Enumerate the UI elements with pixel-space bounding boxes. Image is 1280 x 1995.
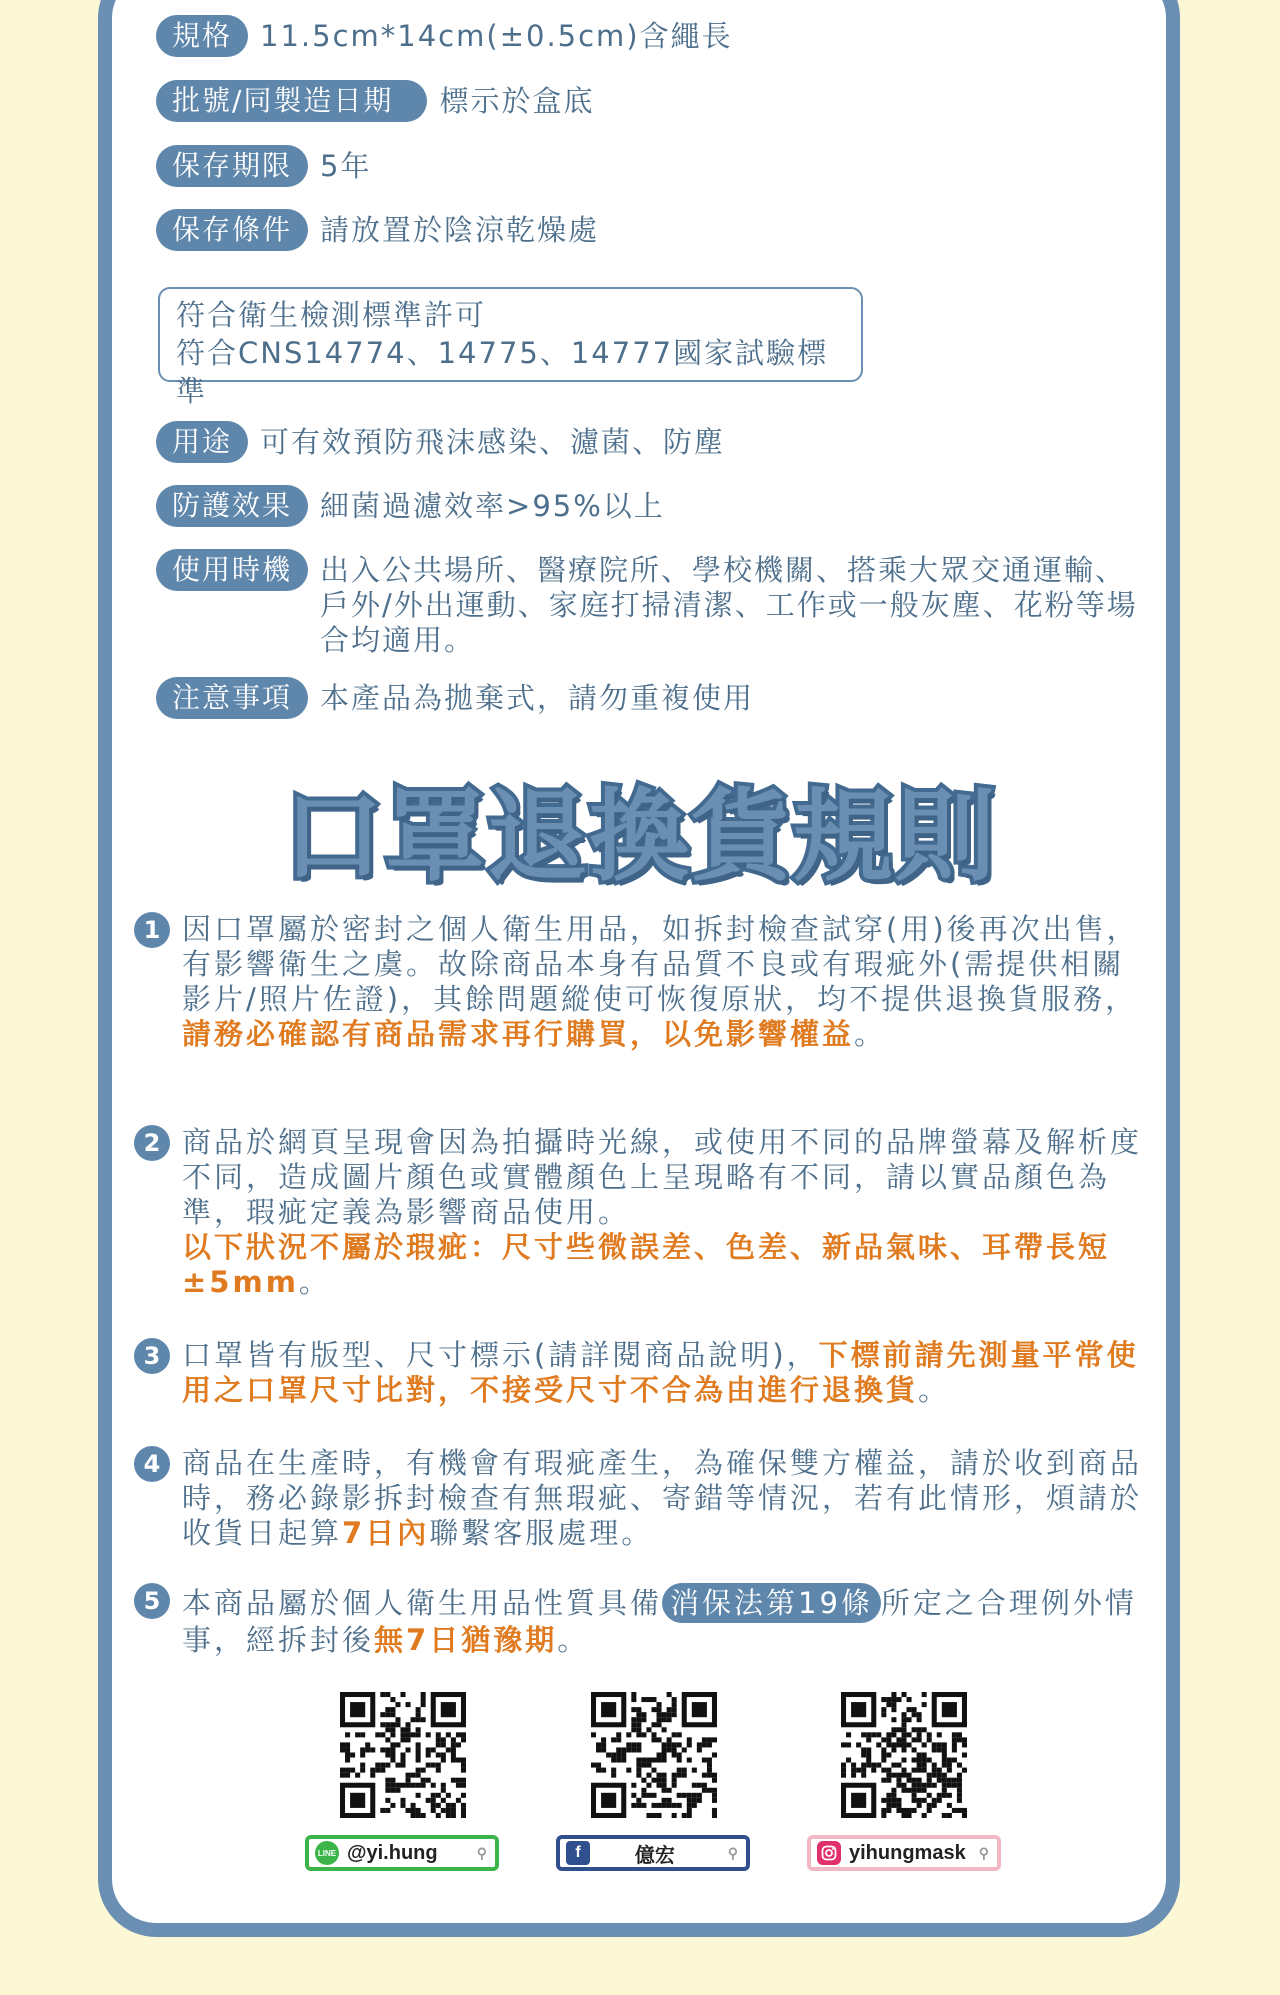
line-qr-code: [340, 1692, 466, 1818]
instagram-icon: [817, 1841, 841, 1865]
facebook-id: 億宏: [634, 1844, 675, 1867]
spec-label: 批號/同製造日期: [156, 80, 427, 122]
spec-usage: [156, 421, 725, 463]
spec-value: 11.5cm*14cm(±0.5cm)含繩長: [260, 19, 733, 53]
rule-body: 口罩皆有版型、尺寸標示(請詳閱商品說明)，: [182, 1338, 819, 1372]
rule-tail: 聯繫客服處理。: [429, 1516, 654, 1550]
spec-value: 細菌過濾效率>95%以上: [320, 489, 665, 523]
rule-highlight: 下標前請先測量平常使用之口罩尺寸比對，不接受尺寸不合為由進行退換貨: [182, 1338, 1139, 1407]
spec-shelf-life: [156, 145, 371, 187]
certification-line: 符合CNS14774、14775、14777國家試驗標準: [176, 336, 829, 408]
spec-value: 標示於盒底: [439, 84, 595, 118]
rule-body: 本商品屬於個人衛生用品性質具備: [182, 1586, 663, 1620]
search-icon: ⚲: [978, 1844, 989, 1861]
rule-number: 1: [136, 914, 168, 946]
search-icon: ⚲: [476, 1844, 487, 1861]
certification-box: [158, 287, 863, 408]
facebook-qr-code: [591, 1692, 717, 1818]
spec-occasion: [156, 549, 1150, 658]
rule-body: 商品在生產時，有機會有瑕疵產生，為確保雙方權益，請於收到商品時，務必錄影拆封檢查有無瑕疵、寄錯等情況，若有此情形，煩請於收貨日起算: [182, 1446, 1143, 1550]
return-policy-title-wrap: [0, 775, 1280, 899]
line-id: @yi.hung: [347, 1841, 438, 1864]
rule-tail: 。: [557, 1623, 590, 1657]
rule-number: 5: [136, 1585, 168, 1617]
spec-label: 注意事項: [156, 677, 308, 719]
spec-storage: [156, 209, 599, 251]
spec-label: 規格: [156, 15, 248, 57]
rule-highlight: 無7日猶豫期: [374, 1623, 558, 1657]
rule-highlight: 以下狀況不屬於瑕疵：尺寸些微誤差、色差、新品氣味、耳帶長短±5mm: [182, 1230, 1111, 1299]
line-badge[interactable]: [305, 1835, 499, 1871]
rule-item: [136, 1125, 1156, 1300]
rule-tail: 。: [854, 1017, 887, 1051]
rule-highlight: 7日內: [342, 1516, 430, 1550]
spec-protection: [156, 485, 665, 527]
spec-label: 使用時機: [156, 549, 308, 591]
rule-number: 2: [136, 1127, 168, 1159]
rule-tail: 。: [298, 1265, 331, 1299]
rule-text: [182, 1583, 1156, 1658]
instagram-id: yihungmask: [849, 1841, 966, 1864]
instagram-badge[interactable]: [807, 1835, 1001, 1871]
spec-value: 出入公共場所、醫療院所、學校機關、搭乘大眾交通運輸、戶外/外出運動、家庭打掃清潔、工作或一般灰塵、花粉等場合均適用。: [320, 553, 1138, 657]
spec-batch: [156, 80, 594, 122]
rule-item: [136, 1338, 1156, 1408]
rule-item: [136, 1446, 1156, 1551]
spec-label: 用途: [156, 421, 248, 463]
search-icon: ⚲: [727, 1844, 738, 1861]
spec-value: 可有效預防飛沫感染、濾菌、防塵: [260, 425, 726, 459]
spec-size: [156, 15, 733, 57]
law-tag: 消保法第19條: [662, 1583, 881, 1623]
facebook-icon: f: [566, 1841, 590, 1865]
rule-body: 所定之合理例外情事，經拆封後: [182, 1586, 1137, 1657]
spec-label: 保存條件: [156, 209, 308, 251]
rule-text: [182, 1125, 1142, 1300]
instagram-qr-code: [841, 1692, 967, 1818]
spec-label: 保存期限: [156, 145, 308, 187]
rule-body: 商品於網頁呈現會因為拍攝時光線，或使用不同的品牌螢幕及解析度不同，造成圖片顏色或實體顏色上呈現略有不同，請以實品顏色為準，瑕疵定義為影響商品使用。: [182, 1125, 1143, 1229]
return-policy-title: 口罩退換貨規則: [283, 778, 997, 895]
rule-item: [136, 912, 1156, 1052]
certification-line: 符合衛生檢測標準許可: [176, 298, 487, 332]
spec-label: 防護效果: [156, 485, 308, 527]
line-icon: LINE: [315, 1841, 339, 1865]
rule-body: 因口罩屬於密封之個人衛生用品，如拆封檢查試穿(用)後再次出售，有影響衛生之虞。故除商品本身有品質不良或有瑕疵外(需提供相關影片/照片佐證)，其餘問題縱使可恢復原狀，均不提供退換貨服務，: [182, 912, 1139, 1016]
rule-highlight: 請務必確認有商品需求再行購買，以免影響權益: [182, 1017, 855, 1051]
rule-number: 4: [136, 1448, 168, 1480]
spec-value: 5年: [320, 149, 372, 183]
spec-value: 請放置於陰涼乾燥處: [320, 213, 600, 247]
rule-text: [182, 1446, 1142, 1551]
spec-value: 本產品為拋棄式，請勿重複使用: [320, 681, 755, 715]
rule-item: [136, 1583, 1156, 1658]
facebook-badge[interactable]: [556, 1835, 750, 1871]
rule-text: [182, 912, 1152, 1052]
rule-tail: 。: [918, 1373, 951, 1407]
spec-caution: [156, 677, 754, 719]
rule-text: [182, 1338, 1156, 1408]
rule-number: 3: [136, 1340, 168, 1372]
